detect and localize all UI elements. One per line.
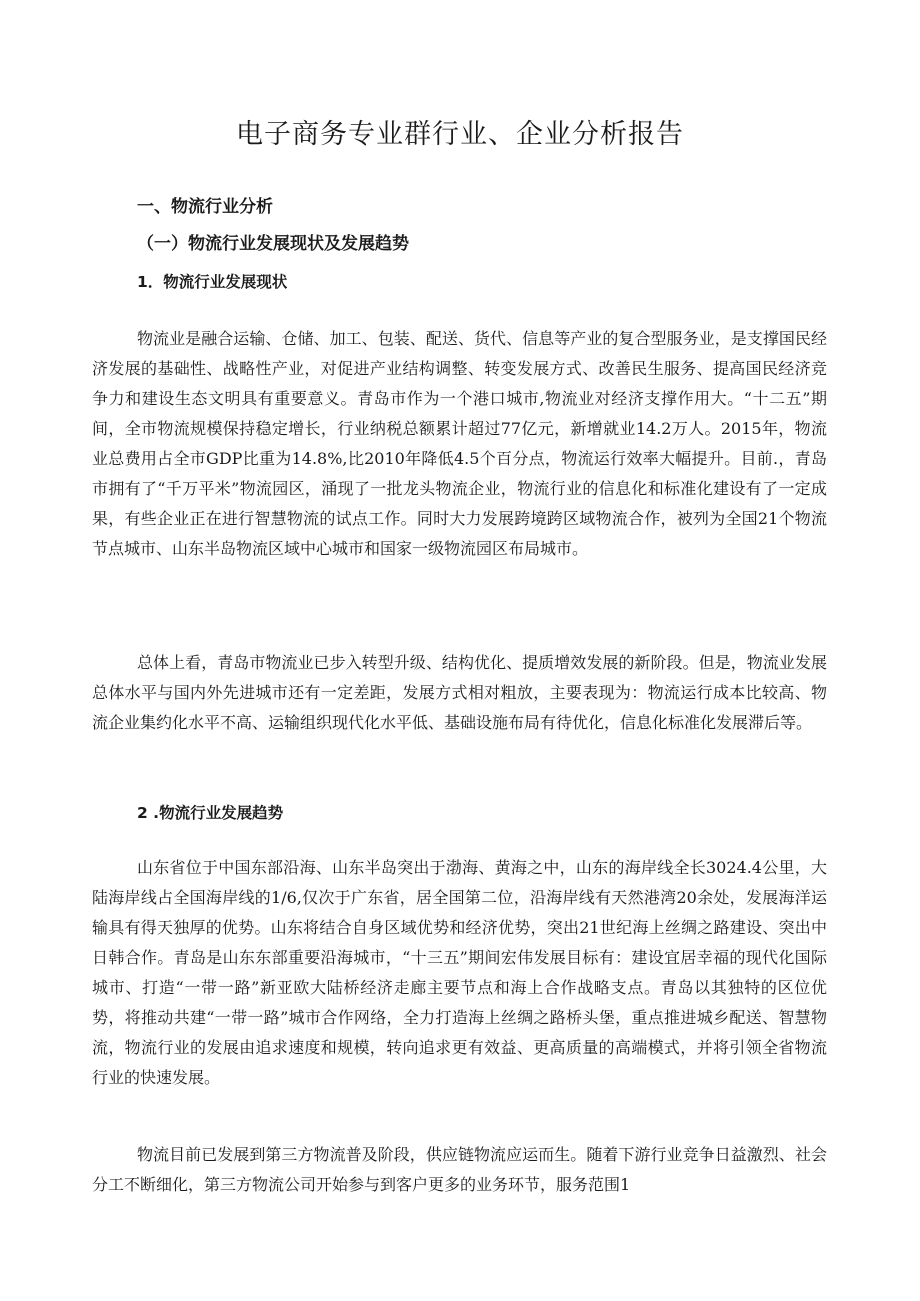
section-heading-logistics: 一、物流行业分析	[137, 197, 273, 217]
item-heading-status: 1．物流行业发展现状	[137, 273, 288, 291]
item-heading-trends: 2 .物流行业发展趋势	[137, 804, 284, 822]
paragraph-third-party-logistics: 物流目前已发展到第三方物流普及阶段，供应链物流应运而生。随着下游行业竞争日益激烈、社会分工不断细化，第三方物流公司开始参与到客户更多的业务环节，服务范围1	[92, 1145, 827, 1194]
document-title: 电子商务专业群行业、企业分析报告	[236, 119, 684, 150]
paragraph-industry-status: 物流业是融合运输、仓储、加工、包装、配送、货代、信息等产业的复合型服务业，是支撑国民经济发展的基础性、战略性产业，对促进产业结构调整、转变发展方式、改善民生服务、提高国民经济竞争力和建设生态文明具有重要意义。青岛市作为一个港口城市,物流业对经济支撑作用大。“十二五”期间，全市物流规模保持稳定增长，行业纳税总额累计超过77亿元，新增就业14.2万人。2015年，物流业总费用占全市GDP比重为14.8%,比2010年降低4.5个百分点，物流运行效率大幅提升。目前.，青岛市拥有了“千万平米”物流园区，涌现了一批龙头物流企业，物流行业的信息化和标准化建设有了一定成果，有些企业正在进行智慧物流的试点工作。同时大力发展跨境跨区域物流合作，被列为全国21个物流节点城市、山东半岛物流区域中心城市和国家一级物流园区布局城市。	[92, 329, 827, 558]
subsection-heading-status-trends: （一）物流行业发展现状及发展趋势	[137, 234, 409, 254]
paragraph-shandong-advantages: 山东省位于中国东部沿海、山东半岛突出于渤海、黄海之中，山东的海岸线全长3024.4公里，大陆海岸线占全国海岸线的1/6,仅次于广东省，居全国第二位，沿海岸线有天然港湾20余处，发展海洋运输具有得天独厚的优势。山东将结合自身区域优势和经济优势，突出21世纪海上丝绸之路建设、突出中日韩合作。青岛是山东东部重要沿海城市，“十三五”期间宏伟发展目标有：建设宜居幸福的现代化国际城市、打造“一带一路”新亚欧大陆桥经济走廊主要节点和海上合作战略支点。青岛以其独特的区位优势，将推动共建“一带一路”城市合作网络，全力打造海上丝绸之路桥头堡，重点推进城乡配送、智慧物流，物流行业的发展由追求速度和规模，转向追求更有效益、更高质量的高端模式，并将引领全省物流行业的快速发展。	[92, 858, 827, 1087]
paragraph-overall-assessment: 总体上看，青岛市物流业已步入转型升级、结构优化、提质增效发展的新阶段。但是，物流业发展总体水平与国内外先进城市还有一定差距，发展方式相对粗放，主要表现为：物流运行成本比较高、物流企业集约化水平不高、运输组织现代化水平低、基础设施布局有待优化，信息化标准化发展滞后等。	[92, 653, 827, 732]
